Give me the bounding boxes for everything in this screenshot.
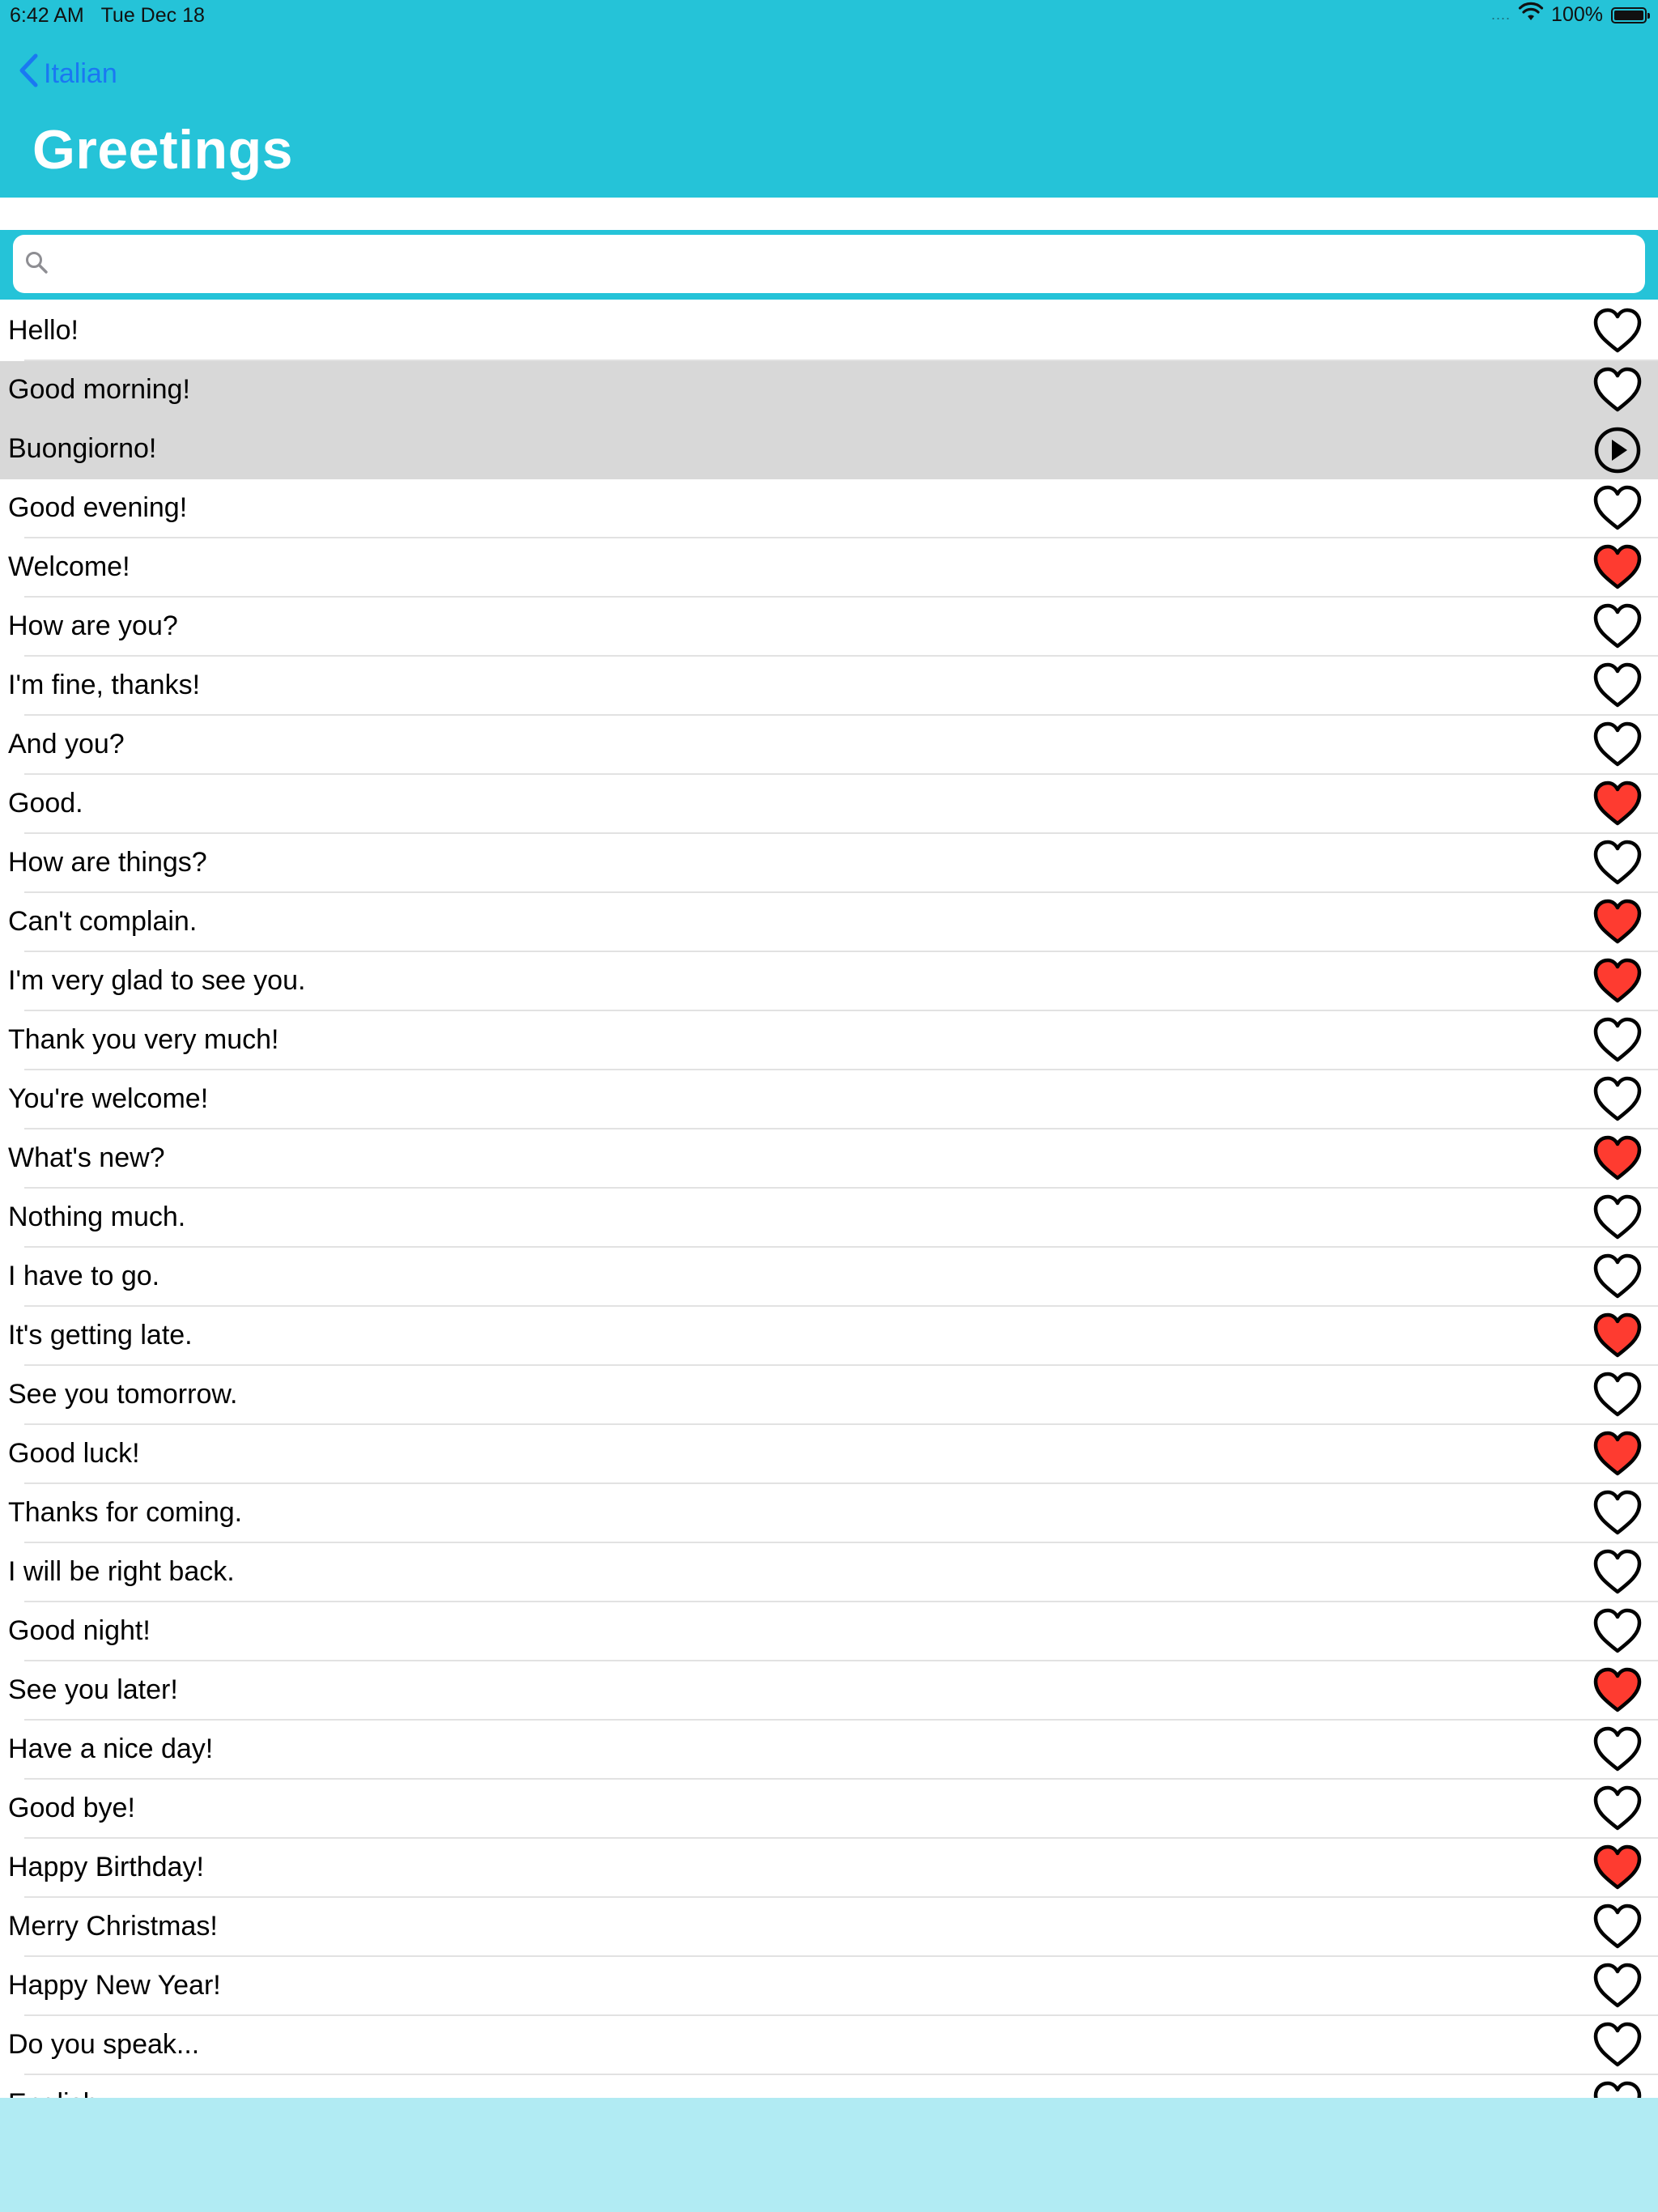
list-item[interactable] xyxy=(0,1721,1658,1780)
list-item[interactable] xyxy=(0,538,1658,598)
list-item-label: How are things? xyxy=(8,847,207,878)
heart-outline-icon[interactable] xyxy=(1592,1902,1643,1954)
heart-outline-icon[interactable] xyxy=(1592,838,1643,890)
list-item-label: Good evening! xyxy=(8,492,188,523)
list-item-label: What's new? xyxy=(8,1142,165,1173)
list-item-label: Thank you very much! xyxy=(8,1024,279,1055)
list-item[interactable] xyxy=(0,2016,1658,2075)
list-item-label: Can't complain. xyxy=(8,906,198,937)
signal-dots: .... xyxy=(1491,6,1511,23)
heart-filled-icon[interactable] xyxy=(1592,1311,1643,1363)
heart-filled-icon[interactable] xyxy=(1592,897,1643,949)
list-item-label: Good morning! xyxy=(8,374,190,405)
heart-outline-icon[interactable] xyxy=(1592,2020,1643,2072)
list-item-label: Good night! xyxy=(8,1615,151,1646)
list-item-label: Good bye! xyxy=(8,1793,135,1823)
list-item-label: Happy New Year! xyxy=(8,1970,221,2001)
status-time xyxy=(10,4,205,28)
list-item-label: See you later! xyxy=(8,1674,178,1705)
list-item[interactable] xyxy=(0,1839,1658,1898)
list-item-label: Merry Christmas! xyxy=(8,1911,218,1942)
list-item-label: How are you? xyxy=(8,610,178,641)
list-item-label: Nothing much. xyxy=(8,1202,186,1232)
nav-header xyxy=(0,0,1658,198)
heart-outline-icon[interactable] xyxy=(1592,1015,1643,1067)
list-item-label: Do you speak... xyxy=(8,2029,200,2060)
heart-outline-icon[interactable] xyxy=(1592,306,1643,358)
list-item[interactable] xyxy=(0,361,1658,420)
list-item-label: Hello! xyxy=(8,315,79,346)
list-item[interactable] xyxy=(0,775,1658,834)
list-item-label: Have a nice day! xyxy=(8,1733,214,1764)
heart-outline-icon[interactable] xyxy=(1592,1961,1643,2013)
battery-icon xyxy=(1611,7,1647,23)
list-item-label: Good luck! xyxy=(8,1438,140,1469)
list-item[interactable] xyxy=(0,479,1658,538)
search-box[interactable] xyxy=(13,235,1645,293)
list-item[interactable] xyxy=(0,302,1658,361)
status-date: Tue Dec 18 xyxy=(100,4,205,27)
list-item-label: See you tomorrow. xyxy=(8,1379,238,1410)
search-input[interactable] xyxy=(60,239,1645,289)
heart-outline-icon[interactable] xyxy=(1592,720,1643,772)
list-item[interactable] xyxy=(0,1957,1658,2016)
list-item[interactable] xyxy=(0,1661,1658,1721)
heart-outline-icon[interactable] xyxy=(1592,1370,1643,1422)
list-item-label: Good. xyxy=(8,788,83,819)
list-item-label: I will be right back. xyxy=(8,1556,235,1587)
list-item-label: Thanks for coming. xyxy=(8,1497,243,1528)
bottom-bar xyxy=(0,2098,1658,2212)
list-item[interactable] xyxy=(0,1543,1658,1602)
wifi-icon xyxy=(1519,2,1543,28)
search-icon xyxy=(24,250,49,279)
list-item[interactable] xyxy=(0,716,1658,775)
heart-outline-icon[interactable] xyxy=(1592,1193,1643,1244)
page-title: Greetings xyxy=(32,119,293,181)
list-item[interactable] xyxy=(0,1484,1658,1543)
list-item-label: You're welcome! xyxy=(8,1083,209,1114)
list-item-label: And you? xyxy=(8,729,125,759)
phrase-list xyxy=(0,302,1658,2098)
list-item[interactable] xyxy=(0,1307,1658,1366)
list-item-label: I'm very glad to see you. xyxy=(8,965,306,996)
heart-outline-icon[interactable] xyxy=(1592,1488,1643,1540)
heart-filled-icon[interactable] xyxy=(1592,779,1643,831)
status-clock: 6:42 AM xyxy=(10,4,84,27)
heart-outline-icon[interactable] xyxy=(1592,1725,1643,1776)
search-bar xyxy=(0,230,1658,300)
list-item[interactable] xyxy=(0,893,1658,952)
heart-outline-icon[interactable] xyxy=(1592,1784,1643,1836)
list-item[interactable] xyxy=(0,1248,1658,1307)
list-item[interactable] xyxy=(0,598,1658,657)
status-indicators xyxy=(1491,2,1647,28)
chevron-left-icon xyxy=(18,53,44,95)
list-item[interactable] xyxy=(0,1129,1658,1189)
heart-outline-icon[interactable] xyxy=(1592,1074,1643,1126)
list-item[interactable] xyxy=(0,952,1658,1011)
heart-outline-icon[interactable] xyxy=(1592,661,1643,713)
heart-filled-icon[interactable] xyxy=(1592,1843,1643,1895)
list-item-label: It's getting late. xyxy=(8,1320,193,1351)
list-item[interactable] xyxy=(0,420,1658,479)
heart-outline-icon[interactable] xyxy=(1592,1547,1643,1599)
heart-outline-icon[interactable] xyxy=(1592,1606,1643,1658)
heart-filled-icon[interactable] xyxy=(1592,542,1643,594)
back-button[interactable] xyxy=(18,53,117,94)
battery-percent: 100% xyxy=(1551,3,1603,26)
list-item[interactable] xyxy=(0,834,1658,893)
battery-fill xyxy=(1614,11,1643,20)
heart-filled-icon[interactable] xyxy=(1592,1134,1643,1185)
heart-outline-icon[interactable] xyxy=(1592,602,1643,653)
list-item-label: Happy Birthday! xyxy=(8,1852,204,1882)
back-label: Italian xyxy=(44,57,117,89)
list-item[interactable] xyxy=(0,1602,1658,1661)
list-item[interactable] xyxy=(0,1189,1658,1248)
list-item-label: Welcome! xyxy=(8,551,130,582)
battery-tip xyxy=(1647,13,1650,19)
heart-outline-icon[interactable] xyxy=(1592,1252,1643,1304)
heart-filled-icon[interactable] xyxy=(1592,1429,1643,1481)
list-item[interactable] xyxy=(0,1011,1658,1070)
status-bar xyxy=(0,0,1658,32)
heart-outline-icon[interactable] xyxy=(1592,483,1643,535)
heart-outline-icon[interactable] xyxy=(1592,365,1643,417)
list-item-label: I'm fine, thanks! xyxy=(8,670,201,700)
list-item[interactable] xyxy=(0,1898,1658,1957)
heart-filled-icon[interactable] xyxy=(1592,956,1643,1008)
list-item[interactable] xyxy=(0,1366,1658,1425)
list-item[interactable] xyxy=(0,1780,1658,1839)
list-item-label: Buongiorno! xyxy=(8,433,157,464)
heart-filled-icon[interactable] xyxy=(1592,1665,1643,1717)
play-icon[interactable] xyxy=(1592,424,1643,476)
list-item[interactable] xyxy=(0,657,1658,716)
list-item[interactable] xyxy=(0,1425,1658,1484)
list-item-label: I have to go. xyxy=(8,1261,160,1291)
list-item[interactable] xyxy=(0,1070,1658,1129)
